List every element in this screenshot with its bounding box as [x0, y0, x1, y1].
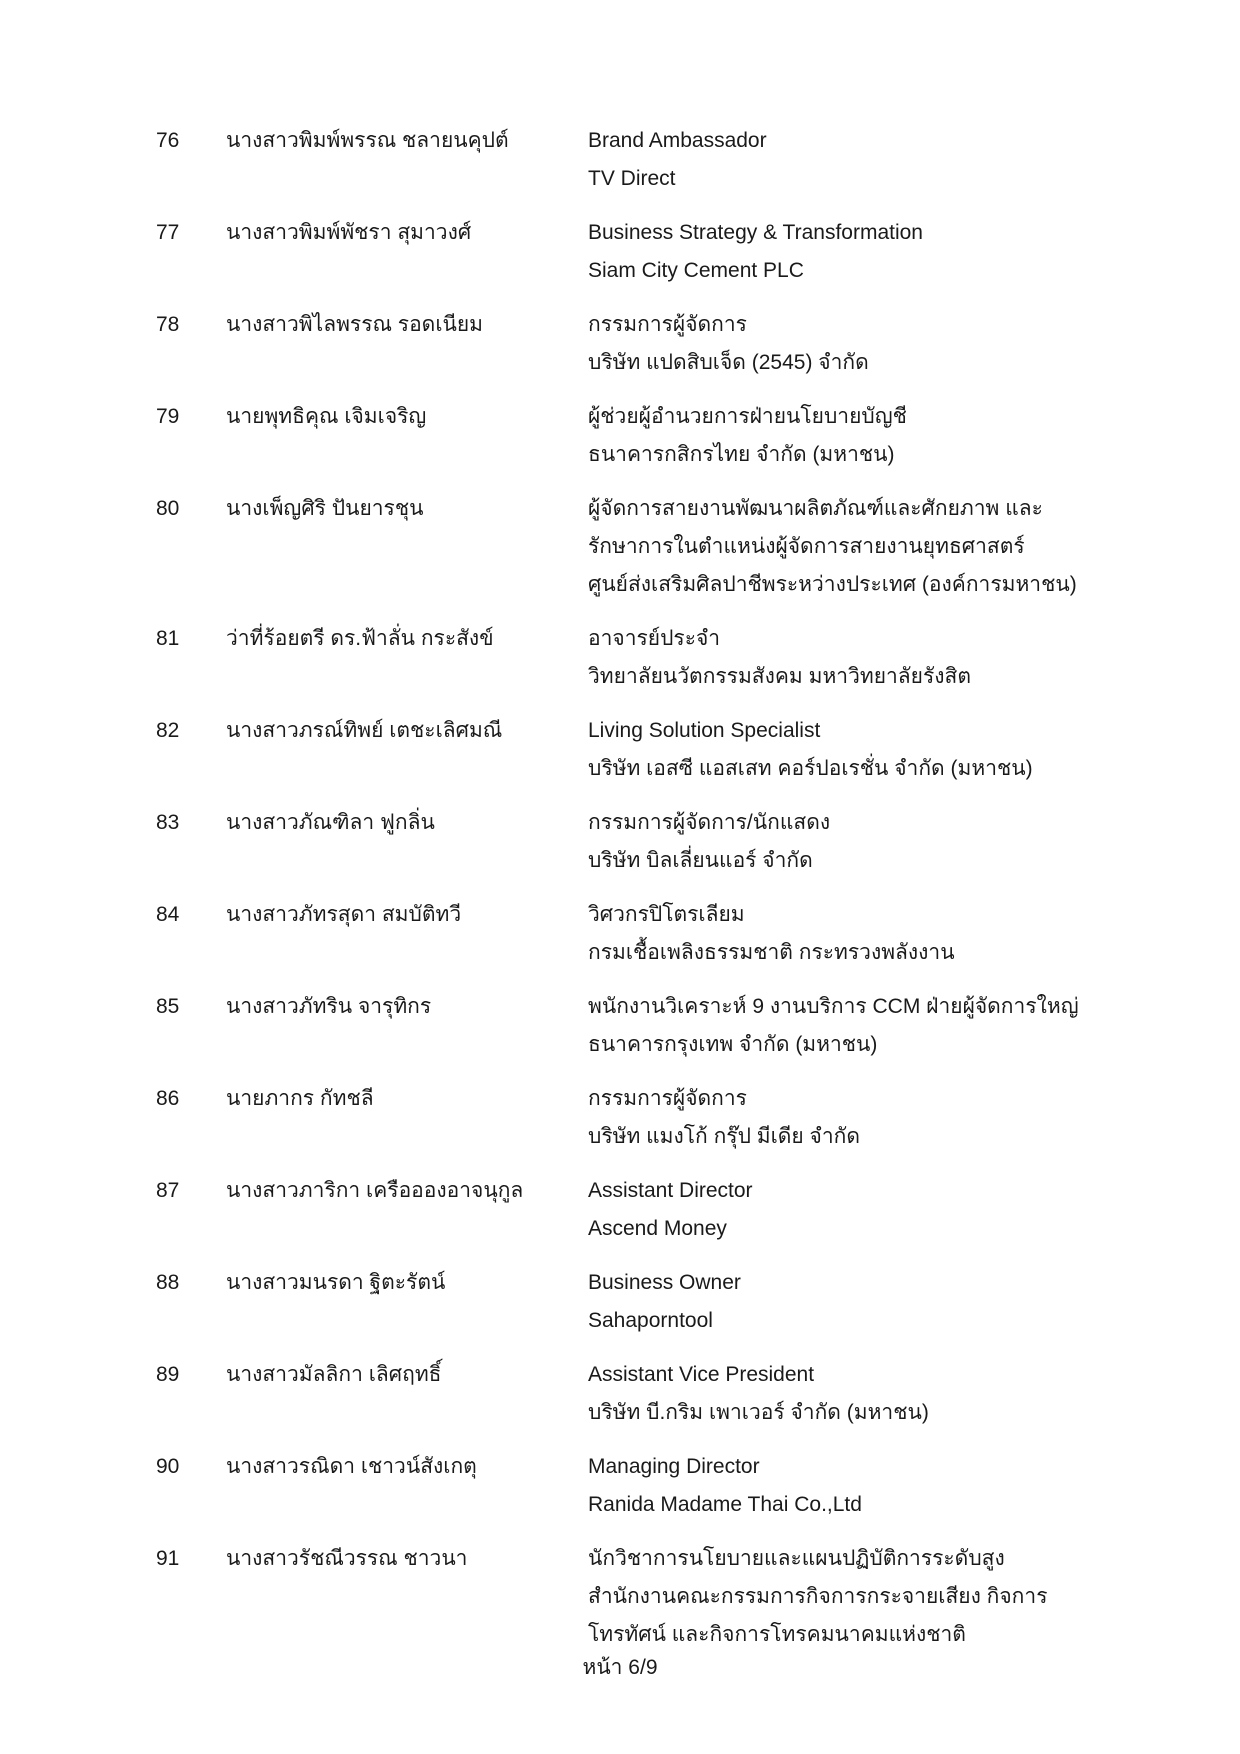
entry-detail-line: กรรมการผู้จัดการ/นักแสดง: [588, 811, 831, 834]
entry-detail-line: สำนักงานคณะกรรมการกิจการกระจายเสียง กิจการ: [588, 1585, 1048, 1608]
entry-detail-line: พนักงานวิเคราะห์ 9 งานบริการ CCM ฝ่ายผู้จัดการใหญ่: [588, 995, 1079, 1018]
entry-name: ว่าที่ร้อยตรี ดร.ฟ้าลั่น กระสังข์: [226, 627, 494, 650]
entry-detail-line: วิศวกรปิโตรเลียม: [588, 903, 745, 926]
entry-name: นางสาวภัทรสุดา สมบัติทวี: [226, 903, 462, 926]
entry-detail-line: รักษาการในตำแหน่งผู้จัดการสายงานยุทธศาสตร์: [588, 535, 1025, 558]
list-item: [156, 1356, 1096, 1432]
entry-name: นางสาวภรณ์ทิพย์ เตชะเลิศมณี: [226, 719, 503, 742]
entry-detail-line: Ranida Madame Thai Co.,Ltd: [588, 1493, 862, 1516]
entry-number: 83: [156, 811, 180, 834]
entry-name: นางสาวรัชณีวรรณ ชาวนา: [226, 1547, 468, 1570]
entry-details: [588, 490, 1096, 604]
entry-detail-line: Ascend Money: [588, 1217, 727, 1240]
list-item: [156, 122, 1096, 198]
entry-name: นางสาวมัลลิกา เลิศฤทธิ์: [226, 1363, 442, 1386]
entry-number: 90: [156, 1455, 180, 1478]
entry-name: นายพุทธิคุณ เจิมเจริญ: [226, 405, 427, 428]
entry-detail-line: Managing Director: [588, 1455, 760, 1478]
entry-detail-line: นักวิชาการนโยบายและแผนปฏิบัติการระดับสูง: [588, 1547, 1005, 1570]
entry-name: นางสาวพิไลพรรณ รอดเนียม: [226, 313, 484, 336]
entry-detail-line: Business Owner: [588, 1271, 741, 1294]
entry-details: [588, 1172, 1096, 1248]
entry-number: 86: [156, 1087, 180, 1110]
entry-detail-line: Assistant Vice President: [588, 1363, 815, 1386]
entry-details: [588, 1080, 1096, 1156]
entry-name: นางสาวภัทริน จารุทิกร: [226, 995, 432, 1018]
list-item: [156, 1172, 1096, 1248]
entry-detail-line: ผู้จัดการสายงานพัฒนาผลิตภัณฑ์และศักยภาพ และ: [588, 497, 1043, 520]
entry-details: [588, 1448, 1096, 1524]
list-item: [156, 306, 1096, 382]
entry-detail-line: กรมเชื้อเพลิงธรรมชาติ กระทรวงพลังงาน: [588, 941, 955, 964]
entry-number: 80: [156, 497, 180, 520]
list-item: [156, 214, 1096, 290]
entry-detail-line: บริษัท บิลเลี่ยนแอร์ จำกัด: [588, 849, 813, 872]
entry-detail-line: วิทยาลัยนวัตกรรมสังคม มหาวิทยาลัยรังสิต: [588, 665, 971, 688]
entry-number: 81: [156, 627, 180, 650]
entry-details: [588, 1264, 1096, 1340]
entry-detail-line: Living Solution Specialist: [588, 719, 821, 742]
entry-number: 89: [156, 1363, 180, 1386]
entry-number: 77: [156, 221, 180, 244]
list-item: [156, 712, 1096, 788]
entry-name: นางเพ็ญศิริ ปันยารชุน: [226, 497, 424, 520]
entry-number: 88: [156, 1271, 180, 1294]
entry-detail-line: บริษัท แมงโก้ กรุ๊ป มีเดีย จำกัด: [588, 1125, 860, 1148]
entry-details: [588, 122, 1096, 198]
entry-name: นางสาวรณิดา เชาวน์สังเกตุ: [226, 1455, 477, 1478]
entry-detail-line: TV Direct: [588, 167, 676, 190]
list-item: [156, 490, 1096, 604]
list-item: [156, 988, 1096, 1064]
entry-detail-line: กรรมการผู้จัดการ: [588, 1087, 747, 1110]
entry-detail-line: กรรมการผู้จัดการ: [588, 313, 747, 336]
list-item: [156, 804, 1096, 880]
entry-detail-line: บริษัท เอสซี แอสเสท คอร์ปอเรชั่น จำกัด (มหาชน): [588, 757, 1033, 780]
entry-number: 85: [156, 995, 180, 1018]
entry-number: 79: [156, 405, 180, 428]
entry-detail-line: บริษัท บี.กริม เพาเวอร์ จำกัด (มหาชน): [588, 1401, 929, 1424]
entry-name: นางสาวภาริกา เครืออองอาจนุกูล: [226, 1179, 524, 1202]
entry-details: [588, 804, 1096, 880]
entry-detail-line: ผู้ช่วยผู้อำนวยการฝ่ายนโยบายบัญชี: [588, 405, 907, 428]
list-item: [156, 398, 1096, 474]
entry-detail-line: โทรทัศน์ และกิจการโทรคมนาคมแห่งชาติ: [588, 1623, 966, 1646]
entry-detail-line: Sahaporntool: [588, 1309, 713, 1332]
entry-name: นางสาวพิมพ์พรรณ ชลายนคุปต์: [226, 129, 509, 152]
entry-details: [588, 214, 1096, 290]
entry-details: [588, 306, 1096, 382]
entry-number: 87: [156, 1179, 180, 1202]
entry-details: [588, 988, 1096, 1064]
entry-detail-line: ศูนย์ส่งเสริมศิลปาชีพระหว่างประเทศ (องค์การมหาชน): [588, 573, 1077, 596]
participant-list: [156, 122, 1096, 1670]
entry-number: 76: [156, 129, 180, 152]
list-item: [156, 1080, 1096, 1156]
list-item: [156, 1540, 1096, 1654]
list-item: [156, 896, 1096, 972]
entry-details: [588, 1540, 1096, 1654]
entry-details: [588, 1356, 1096, 1432]
entry-detail-line: บริษัท แปดสิบเจ็ด (2545) จำกัด: [588, 351, 869, 374]
entry-detail-line: Siam City Cement PLC: [588, 259, 804, 282]
entry-details: [588, 896, 1096, 972]
entry-detail-line: อาจารย์ประจำ: [588, 627, 721, 650]
entry-details: [588, 712, 1096, 788]
entry-number: 78: [156, 313, 180, 336]
entry-details: [588, 620, 1096, 696]
list-item: [156, 1264, 1096, 1340]
entry-detail-line: Brand Ambassador: [588, 129, 767, 152]
entry-name: นางสาวมนรดา ฐิตะรัตน์: [226, 1271, 446, 1294]
entry-detail-line: Business Strategy & Transformation: [588, 221, 923, 244]
entry-number: 82: [156, 719, 180, 742]
entry-number: 91: [156, 1547, 180, 1570]
entry-name: นางสาวภัณฑิลา ฟูกลิ่น: [226, 811, 435, 834]
entry-detail-line: ธนาคารกรุงเทพ จำกัด (มหาชน): [588, 1033, 878, 1056]
entry-number: 84: [156, 903, 180, 926]
entry-detail-line: ธนาคารกสิกรไทย จำกัด (มหาชน): [588, 443, 895, 466]
list-item: [156, 620, 1096, 696]
entry-name: นางสาวพิมพ์พัชรา สุมาวงศ์: [226, 221, 472, 244]
list-item: [156, 1448, 1096, 1524]
entry-detail-line: Assistant Director: [588, 1179, 753, 1202]
page-number: หน้า 6/9: [582, 1656, 658, 1679]
entry-details: [588, 398, 1096, 474]
entry-name: นายภากร กัทชลี: [226, 1087, 374, 1110]
